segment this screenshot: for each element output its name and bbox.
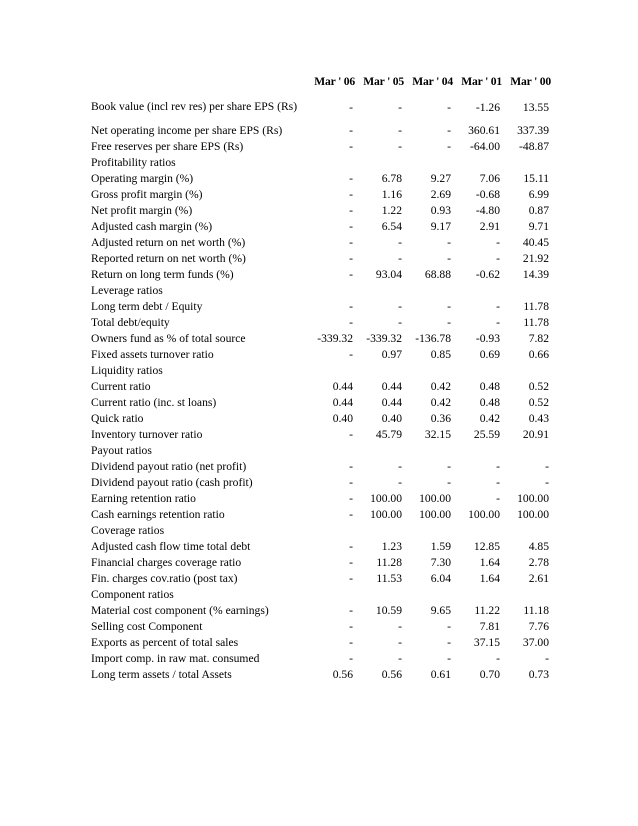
value-cell: 0.85 [430, 347, 451, 361]
table-row [91, 490, 551, 506]
value-cell [404, 154, 453, 170]
value-cell: - [496, 235, 500, 249]
value-cell: 100.00 [419, 491, 451, 505]
value-cell [404, 282, 453, 298]
table-row [91, 298, 551, 314]
financial-ratios-table [91, 72, 551, 682]
value-cell: - [545, 475, 549, 489]
value-cell: - [496, 491, 500, 505]
value-cell: 12.85 [473, 539, 500, 553]
value-cell: 9.71 [528, 219, 549, 233]
value-cell: - [349, 475, 353, 489]
value-cell: - [398, 635, 402, 649]
value-cell: 1.16 [381, 187, 402, 201]
value-cell: 7.82 [528, 331, 549, 345]
table-row [91, 122, 551, 138]
table-row [91, 506, 551, 522]
row-label: Component ratios [91, 587, 174, 601]
row-label: Earning retention ratio [91, 491, 196, 505]
table-row [91, 234, 551, 250]
value-cell: - [398, 123, 402, 137]
value-cell: 7.76 [528, 619, 549, 633]
table-row [91, 634, 551, 650]
value-cell [355, 154, 404, 170]
value-cell: 0.48 [479, 395, 500, 409]
header-cell-mar-01: Mar ' 01 [461, 75, 502, 88]
value-cell: - [447, 635, 451, 649]
table-row [91, 538, 551, 554]
table-row [91, 378, 551, 394]
value-cell: - [496, 651, 500, 665]
value-cell: 6.54 [381, 219, 402, 233]
value-cell: 7.30 [430, 555, 451, 569]
value-cell: 0.97 [381, 347, 402, 361]
value-cell: 1.64 [479, 555, 500, 569]
table-row [91, 474, 551, 490]
value-cell: 0.44 [381, 379, 402, 393]
table-row [91, 250, 551, 266]
value-cell: 0.70 [479, 667, 500, 681]
table-row [91, 92, 551, 122]
row-label: Adjusted cash flow time total debt [91, 539, 251, 553]
value-cell [404, 442, 453, 458]
value-cell [453, 442, 502, 458]
value-cell: - [398, 619, 402, 633]
value-cell [453, 522, 502, 538]
row-label: Leverage ratios [91, 283, 163, 297]
value-cell: - [349, 507, 353, 521]
value-cell: - [398, 251, 402, 265]
value-cell [355, 442, 404, 458]
value-cell: 0.42 [430, 379, 451, 393]
row-label: Adjusted cash margin (%) [91, 219, 213, 233]
value-cell [502, 282, 551, 298]
header-cell-mar-00: Mar ' 00 [510, 75, 551, 88]
value-cell: 0.44 [381, 395, 402, 409]
table-row [91, 410, 551, 426]
value-cell: - [447, 235, 451, 249]
value-cell: 0.44 [332, 379, 353, 393]
value-cell: - [349, 571, 353, 585]
value-cell: 0.40 [381, 411, 402, 425]
table-row [91, 522, 551, 538]
value-cell [502, 586, 551, 602]
value-cell: 6.78 [381, 171, 402, 185]
row-label: Coverage ratios [91, 523, 165, 537]
row-label: Financial charges coverage ratio [91, 555, 242, 569]
value-cell: -0.93 [475, 331, 500, 345]
value-cell: - [349, 555, 353, 569]
value-cell: - [447, 315, 451, 329]
value-cell [355, 586, 404, 602]
document-page [91, 72, 551, 682]
value-cell: - [349, 603, 353, 617]
value-cell [355, 282, 404, 298]
table-row [91, 218, 551, 234]
table-body [91, 92, 551, 682]
table-row [91, 138, 551, 154]
row-label: Book value (incl rev res) per share EPS (Rs) [91, 100, 298, 113]
value-cell: -4.80 [475, 203, 500, 217]
value-cell: - [349, 619, 353, 633]
row-label: Dividend payout ratio (net profit) [91, 459, 247, 473]
table-row [91, 554, 551, 570]
value-cell: - [349, 427, 353, 441]
value-cell [453, 362, 502, 378]
value-cell: - [349, 299, 353, 313]
value-cell: 14.39 [522, 267, 549, 281]
value-cell: - [349, 219, 353, 233]
value-cell: - [496, 315, 500, 329]
value-cell [404, 586, 453, 602]
value-cell: 10.59 [375, 603, 402, 617]
value-cell: - [398, 299, 402, 313]
value-cell: 100.00 [517, 507, 549, 521]
value-cell: 0.61 [430, 667, 451, 681]
value-cell [355, 522, 404, 538]
value-cell: - [349, 635, 353, 649]
value-cell: -136.78 [415, 331, 451, 345]
header-cell-label [91, 72, 306, 92]
value-cell: - [447, 475, 451, 489]
value-cell: 0.52 [528, 379, 549, 393]
value-cell [453, 154, 502, 170]
table-row [91, 186, 551, 202]
value-cell [453, 282, 502, 298]
table-row [91, 154, 551, 170]
row-label: Import comp. in raw mat. consumed [91, 651, 260, 665]
value-cell: - [398, 235, 402, 249]
value-cell: 0.87 [528, 203, 549, 217]
value-cell: - [349, 315, 353, 329]
row-label: Payout ratios [91, 443, 152, 457]
row-label: Reported return on net worth (%) [91, 251, 246, 265]
value-cell: - [398, 139, 402, 153]
table-row [91, 346, 551, 362]
table-row [91, 650, 551, 666]
value-cell [306, 442, 355, 458]
value-cell: -339.32 [317, 331, 353, 345]
value-cell: 0.56 [381, 667, 402, 681]
value-cell: 337.39 [517, 123, 549, 137]
value-cell: 360.61 [468, 123, 500, 137]
value-cell: 11.22 [474, 603, 500, 617]
value-cell: 2.78 [528, 555, 549, 569]
value-cell [355, 362, 404, 378]
value-cell: - [349, 139, 353, 153]
table-row [91, 170, 551, 186]
value-cell: 6.99 [528, 187, 549, 201]
value-cell [404, 522, 453, 538]
value-cell: - [447, 459, 451, 473]
value-cell: 11.78 [523, 299, 549, 313]
row-label: Dividend payout ratio (cash profit) [91, 475, 253, 489]
row-label: Gross profit margin (%) [91, 187, 203, 201]
value-cell: 7.06 [479, 171, 500, 185]
value-cell [502, 442, 551, 458]
row-label: Return on long term funds (%) [91, 267, 234, 281]
value-cell: 2.69 [430, 187, 451, 201]
value-cell: - [349, 347, 353, 361]
value-cell: - [398, 315, 402, 329]
value-cell: 6.04 [430, 571, 451, 585]
value-cell: - [349, 171, 353, 185]
value-cell: 1.23 [381, 539, 402, 553]
value-cell: 1.64 [479, 571, 500, 585]
value-cell: 7.81 [479, 619, 500, 633]
value-cell: 20.91 [522, 427, 549, 441]
value-cell: 11.53 [376, 571, 402, 585]
value-cell: 0.44 [332, 395, 353, 409]
value-cell [306, 586, 355, 602]
value-cell: - [545, 459, 549, 473]
value-cell: - [349, 100, 353, 114]
row-label: Exports as percent of total sales [91, 635, 239, 649]
value-cell: 0.40 [332, 411, 353, 425]
value-cell: 0.52 [528, 395, 549, 409]
row-label: Operating margin (%) [91, 171, 194, 185]
value-cell: - [447, 139, 451, 153]
value-cell: 25.59 [473, 427, 500, 441]
value-cell [306, 282, 355, 298]
table-row [91, 602, 551, 618]
value-cell: - [398, 459, 402, 473]
row-label: Liquidity ratios [91, 363, 163, 377]
value-cell: 1.59 [430, 539, 451, 553]
value-cell: 4.85 [528, 539, 549, 553]
row-label: Cash earnings retention ratio [91, 507, 225, 521]
value-cell: 1.22 [381, 203, 402, 217]
value-cell: 9.27 [430, 171, 451, 185]
value-cell: 0.66 [528, 347, 549, 361]
value-cell: 32.15 [424, 427, 451, 441]
value-cell: 100.00 [419, 507, 451, 521]
value-cell: - [496, 459, 500, 473]
value-cell: 40.45 [522, 235, 549, 249]
value-cell: - [545, 651, 549, 665]
value-cell: 9.17 [430, 219, 451, 233]
table-row [91, 586, 551, 602]
value-cell: 11.28 [376, 555, 402, 569]
value-cell: - [398, 475, 402, 489]
table-row [91, 282, 551, 298]
value-cell: - [447, 619, 451, 633]
value-cell: 68.88 [424, 267, 451, 281]
row-label: Current ratio [91, 379, 151, 393]
value-cell: 37.15 [473, 635, 500, 649]
value-cell: 0.42 [430, 395, 451, 409]
value-cell: - [447, 123, 451, 137]
value-cell: 45.79 [375, 427, 402, 441]
value-cell: - [349, 187, 353, 201]
value-cell: - [349, 459, 353, 473]
value-cell: 21.92 [522, 251, 549, 265]
value-cell: -48.87 [519, 139, 549, 153]
value-cell: 0.42 [479, 411, 500, 425]
row-label: Net profit margin (%) [91, 203, 193, 217]
value-cell: - [447, 251, 451, 265]
value-cell [306, 522, 355, 538]
value-cell: 11.78 [523, 315, 549, 329]
value-cell: 15.11 [523, 171, 549, 185]
value-cell: - [496, 475, 500, 489]
value-cell: - [349, 123, 353, 137]
row-label: Fin. charges cov.ratio (post tax) [91, 571, 238, 585]
row-label: Total debt/equity [91, 315, 170, 329]
value-cell: - [398, 100, 402, 114]
value-cell: - [447, 100, 451, 114]
value-cell: 9.65 [430, 603, 451, 617]
value-cell: - [496, 251, 500, 265]
table-row [91, 618, 551, 634]
value-cell [306, 362, 355, 378]
value-cell: - [398, 651, 402, 665]
row-label: Inventory turnover ratio [91, 427, 203, 441]
value-cell: 0.48 [479, 379, 500, 393]
value-cell [502, 362, 551, 378]
row-label: Material cost component (% earnings) [91, 603, 269, 617]
table-row [91, 570, 551, 586]
value-cell: 100.00 [468, 507, 500, 521]
header-cell-mar-05: Mar ' 05 [363, 75, 404, 88]
value-cell: - [447, 651, 451, 665]
value-cell: -0.68 [475, 187, 500, 201]
table-row [91, 202, 551, 218]
value-cell [502, 154, 551, 170]
row-label: Free reserves per share EPS (Rs) [91, 139, 244, 153]
row-label: Owners fund as % of total source [91, 331, 246, 345]
value-cell: 11.18 [523, 603, 549, 617]
value-cell: 0.56 [332, 667, 353, 681]
value-cell [502, 522, 551, 538]
table-row [91, 458, 551, 474]
value-cell: - [349, 267, 353, 281]
row-label: Profitability ratios [91, 155, 176, 169]
row-label: Fixed assets turnover ratio [91, 347, 214, 361]
value-cell: - [349, 203, 353, 217]
value-cell: 100.00 [370, 507, 402, 521]
value-cell: - [447, 299, 451, 313]
table-row [91, 314, 551, 330]
row-label: Current ratio (inc. st loans) [91, 395, 217, 409]
value-cell: - [349, 651, 353, 665]
value-cell: 0.93 [430, 203, 451, 217]
value-cell: - [349, 235, 353, 249]
value-cell: -0.62 [475, 267, 500, 281]
value-cell: - [349, 491, 353, 505]
header-cell-mar-04: Mar ' 04 [412, 75, 453, 88]
value-cell: 13.55 [522, 100, 549, 114]
value-cell: - [349, 539, 353, 553]
value-cell: 2.91 [479, 219, 500, 233]
value-cell: 0.73 [528, 667, 549, 681]
value-cell: -339.32 [366, 331, 402, 345]
table-row [91, 426, 551, 442]
value-cell: 0.69 [479, 347, 500, 361]
value-cell: - [496, 299, 500, 313]
value-cell: 100.00 [370, 491, 402, 505]
value-cell: - [349, 251, 353, 265]
value-cell: 0.43 [528, 411, 549, 425]
value-cell: 2.61 [528, 571, 549, 585]
value-cell: 93.04 [375, 267, 402, 281]
table-row [91, 266, 551, 282]
value-cell [453, 586, 502, 602]
value-cell: 37.00 [522, 635, 549, 649]
row-label: Quick ratio [91, 411, 144, 425]
table-row [91, 394, 551, 410]
table-row [91, 330, 551, 346]
table-row [91, 362, 551, 378]
value-cell [306, 154, 355, 170]
value-cell: -1.26 [475, 100, 500, 114]
row-label: Long term debt / Equity [91, 299, 203, 313]
row-label: Selling cost Component [91, 619, 203, 633]
table-row [91, 666, 551, 682]
header-cell-mar-06: Mar ' 06 [314, 75, 355, 88]
header-row [91, 72, 551, 92]
table-row [91, 442, 551, 458]
row-label: Long term assets / total Assets [91, 667, 232, 681]
value-cell: 0.36 [430, 411, 451, 425]
value-cell [404, 362, 453, 378]
row-label: Adjusted return on net worth (%) [91, 235, 246, 249]
row-label: Net operating income per share EPS (Rs) [91, 123, 283, 137]
value-cell: -64.00 [470, 139, 500, 153]
value-cell: 100.00 [517, 491, 549, 505]
